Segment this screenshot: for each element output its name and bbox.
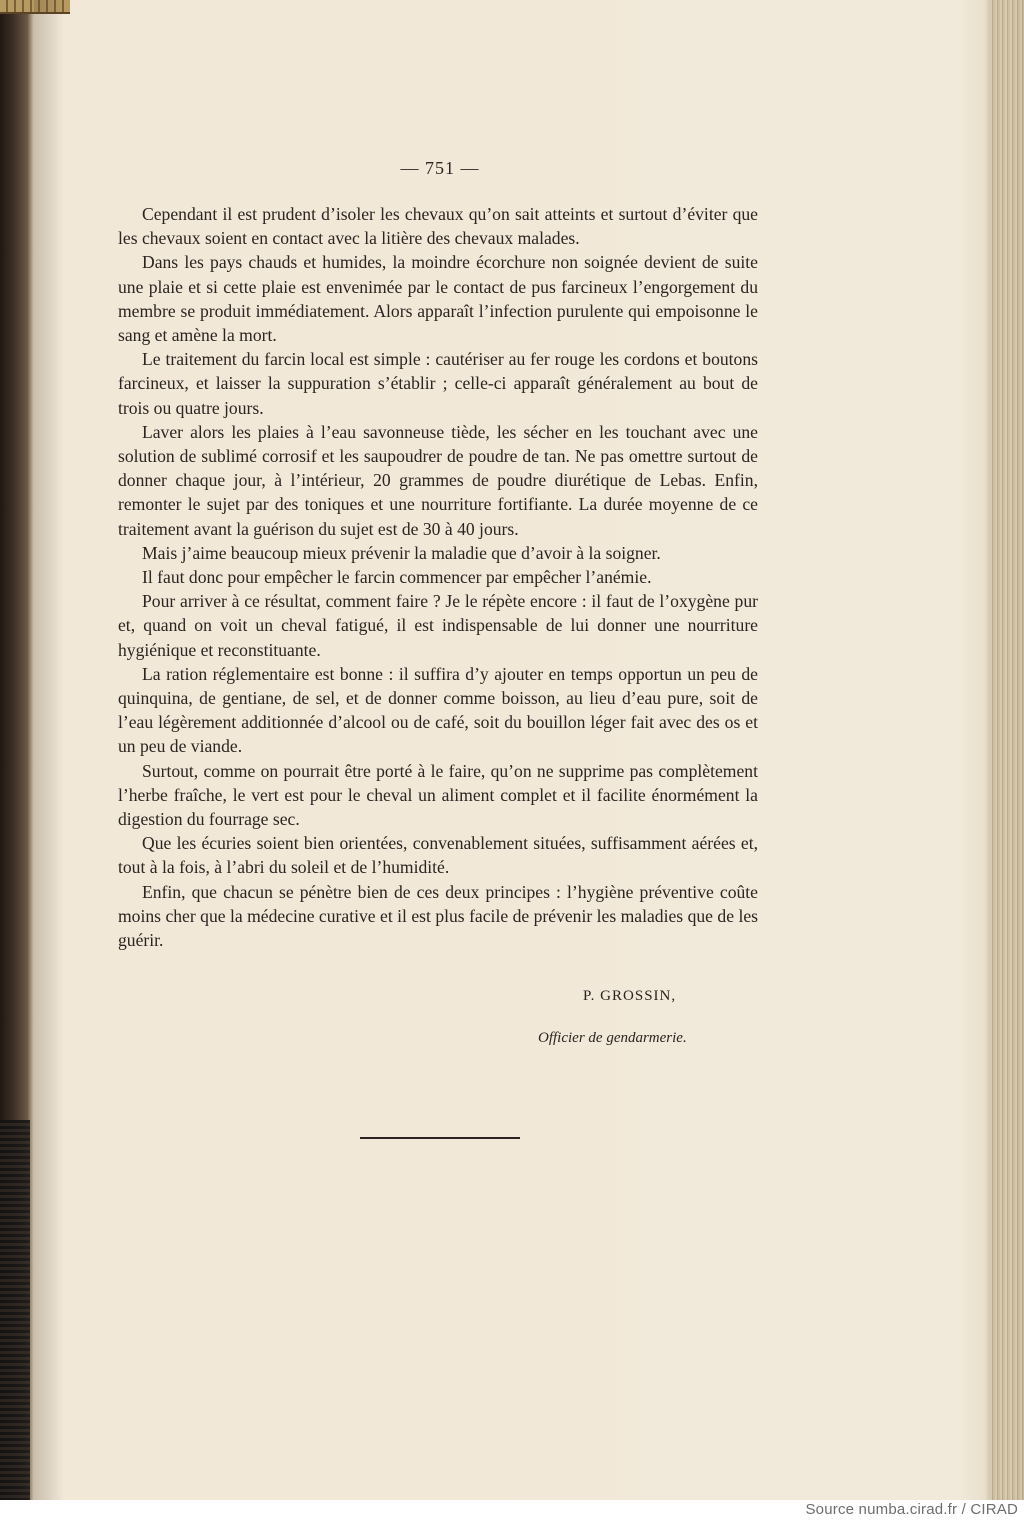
paragraph: Enfin, que chacun se pénètre bien de ces deux principes : l’hygiène préventive coûte moins cher que la médecine curative et il est plus facile de prévenir les maladies que de les guérir.: [118, 881, 758, 951]
paragraph: Surtout, comme on pourrait être porté à le faire, qu’on ne supprime pas complètement l’herbe fraîche, le vert est pour le cheval un aliment complet et il facilite énormément la digestion du fourrage sec.: [118, 760, 758, 830]
paragraph: Pour arriver à ce résultat, comment faire ? Je le répète encore : il faut de l’oxygène pur et, quand on voit un cheval fatigué, il est indispensable de lui donner une nourriture hygiénique et reconstituante.: [118, 591, 758, 660]
paragraph: Il faut donc pour empêcher le farcin commencer par empêcher l’anémie.: [142, 567, 652, 588]
paragraph: Le traitement du farcin local est simple : cautériser au fer rouge les cordons et boutons farcineux, et laisser la suppuration s’établir ; celle-ci apparaît généralement au bout de trois ou quatre jours.: [118, 349, 758, 418]
article-body: [118, 202, 758, 952]
paragraph: Mais j’aime beaucoup mieux prévenir la maladie que d’avoir à la soigner.: [142, 542, 661, 563]
end-rule-divider: [360, 1137, 520, 1139]
author-signature: P. GROSSIN,: [583, 988, 677, 1004]
paragraph: La ration réglementaire est bonne : il suffira d’y ajouter en temps opportun un peu de quinquina, de gentiane, de sel, et de donner comme boisson, au lieu d’eau pure, soit de l’eau légèrement additionnée d’alcool ou de café, soit du bouillon léger fait avec des os et un peu de viande.: [118, 663, 758, 757]
paragraph: Que les écuries soient bien orientées, convenablement situées, suffisamment aérées et, tout à la fois, à l’abri du soleil et de l’humidité.: [118, 833, 758, 878]
page-number: — 751 —: [400, 158, 480, 178]
paragraph: Laver alors les plaies à l’eau savonneuse tiède, les sécher en les touchant avec une solution de sublimé corrosif et les saupoudrer de poudre de tan. Ne pas omettre surtout de donner chaque jour, à l’intérieur, 20 grammes de poudre diurétique de Lebas. Enfin, remonter le sujet par des toniques et une nourriture fortifiante. La durée moyenne de ce traitement avant la guérison du sujet est de 30 à 40 jours.: [118, 421, 758, 539]
paragraph: Dans les pays chauds et humides, la moindre écorchure non soignée devient de suite une plaie et si cette plaie est envenimée par le contact de pus farcineux l’engorgement du membre se produit immédiatement. Alors apparaît l’infection purulente qui empoisonne le sang et amène la mort.: [118, 252, 758, 346]
paragraph: Cependant il est prudent d’isoler les chevaux qu’on sait atteints et surtout d’éviter que les chevaux soient en contact avec la litière des chevaux malades.: [118, 204, 758, 249]
source-credit-link[interactable]: Source numba.cirad.fr / CIRAD: [805, 1501, 1018, 1518]
author-role: Officier de gendarmerie.: [538, 1030, 687, 1046]
